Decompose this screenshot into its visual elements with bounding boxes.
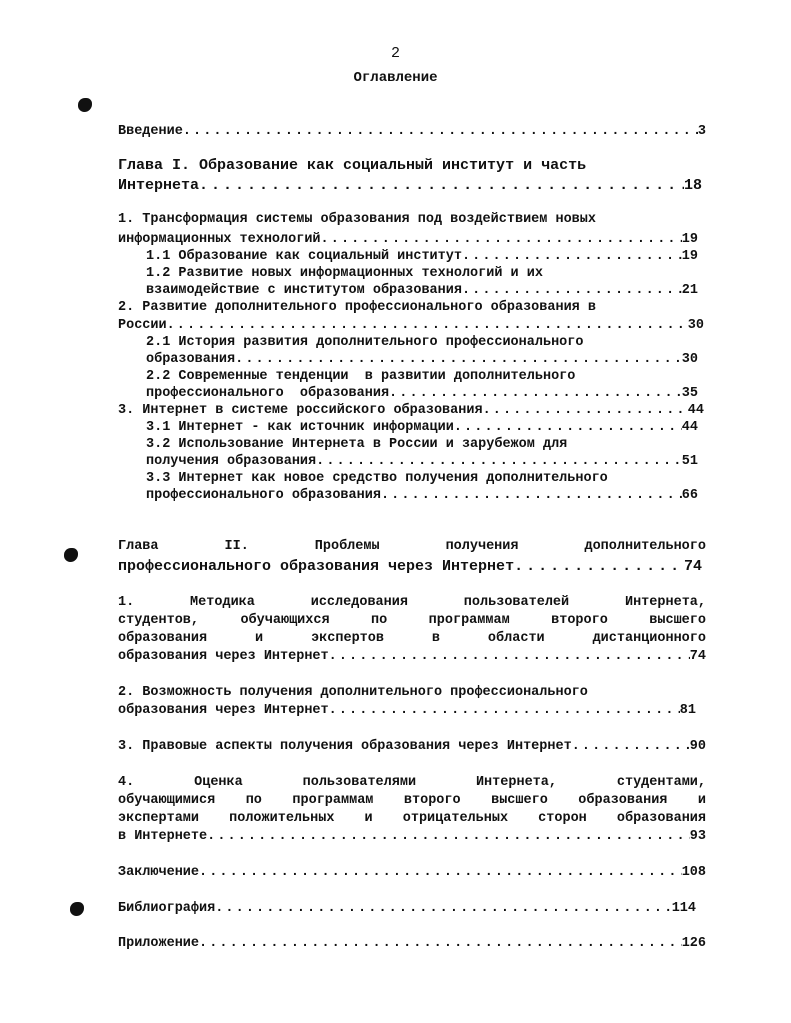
section-3-3-line1[interactable]: 3.3 Интернет как новое средство получения дополнительного [146, 471, 608, 486]
toc-entry-section-2[interactable] [118, 317, 704, 334]
toc-entry-page: 108 [681, 865, 706, 880]
toc-entry-section-1-1[interactable] [146, 248, 698, 265]
scan-blot [64, 548, 78, 562]
toc-entry-page: 74 [683, 558, 702, 575]
toc-entry-page: 19 [681, 249, 698, 264]
leader-dots [454, 419, 682, 436]
toc-entry-label: образования [146, 352, 236, 367]
section-1-line1[interactable]: 1. Трансформация системы образования под воздействием новых [118, 212, 596, 227]
ch2-section-2-line1[interactable]: 2. Возможность получения дополнительного профессионального [118, 685, 588, 700]
toc-entry-label: Библиография [118, 901, 216, 916]
toc-entry-page: 74 [689, 649, 706, 664]
leader-dots [514, 558, 684, 575]
toc-entry-ch2-section-1[interactable] [118, 648, 706, 665]
toc-entry-label: Интернета [118, 177, 200, 194]
toc-entry-label: Введение [118, 124, 183, 139]
leader-dots [167, 317, 688, 334]
toc-entry-section-2-1[interactable] [146, 351, 698, 368]
toc-entry-label: Заключение [118, 865, 200, 880]
scan-blot [70, 902, 84, 916]
toc-entry-bibliography[interactable] [118, 900, 696, 917]
section-3-2-line1[interactable]: 3.2 Использование Интернета в России и зарубежом для [146, 437, 568, 452]
leader-dots [199, 177, 684, 194]
leader-dots [316, 453, 682, 470]
leader-dots [199, 935, 682, 952]
toc-entry-label: 3. Правовые аспекты получения образования через Интернет [118, 739, 572, 754]
toc-entry-page: 19 [681, 232, 698, 247]
leader-dots [483, 402, 688, 419]
toc-entry-page: 90 [689, 739, 706, 754]
leader-dots [321, 231, 682, 248]
chapter-1-title-line1[interactable]: Глава I. Образование как социальный институт и часть [118, 157, 587, 174]
page-number: 2 [390, 45, 400, 62]
toc-entry-label: 3.1 Интернет - как источник информации [146, 420, 454, 435]
toc-entry-ch2-section-2[interactable] [118, 702, 696, 719]
toc-entry-label: образования через Интернет [118, 649, 329, 664]
ch2-section-4-line2[interactable]: обучающимися по программам второго высшего образования и [118, 793, 706, 808]
toc-entry-page: 21 [681, 283, 698, 298]
toc-entry-chapter-2[interactable] [118, 558, 702, 575]
section-2-2-line1[interactable]: 2.2 Современные тенденции в развитии дополнительного [146, 369, 576, 384]
toc-entry-label: профессионального образования [146, 488, 381, 503]
leader-dots [329, 702, 680, 719]
scan-blot [78, 98, 92, 112]
toc-entry-page: 30 [681, 352, 698, 367]
leader-dots [381, 487, 682, 504]
toc-entry-section-1[interactable] [118, 231, 698, 248]
toc-entry-section-3[interactable] [118, 402, 704, 419]
toc-entry-page: 51 [681, 454, 698, 469]
leader-dots [199, 864, 682, 881]
leader-dots [235, 351, 682, 368]
leader-dots [215, 900, 671, 917]
toc-entry-page: 44 [687, 403, 704, 418]
toc-entry-label: информационных технологий [118, 232, 321, 247]
toc-entry-label: 1.1 Образование как социальный институт [146, 249, 462, 264]
toc-entry-section-3-3[interactable] [146, 487, 698, 504]
toc-entry-appendix[interactable] [118, 935, 706, 952]
leader-dots [462, 248, 682, 265]
toc-entry-intro[interactable] [118, 123, 706, 140]
toc-entry-page: 81 [679, 703, 696, 718]
chapter-2-title-line1[interactable]: Глава II. Проблемы получения дополнительного [118, 539, 706, 554]
toc-entry-page: 66 [681, 488, 698, 503]
toc-entry-label: профессионального образования [146, 386, 390, 401]
toc-entry-section-2-2[interactable] [146, 385, 698, 402]
leader-dots [329, 648, 690, 665]
toc-entry-page: 35 [681, 386, 698, 401]
toc-entry-ch2-section-3[interactable] [118, 738, 706, 755]
toc-entry-section-3-2[interactable] [146, 453, 698, 470]
toc-entry-ch2-section-4[interactable] [118, 828, 706, 845]
section-2-line1[interactable]: 2. Развитие дополнительного профессионального образования в [118, 300, 596, 315]
ch2-section-1-line1[interactable]: 1. Методика исследования пользователей Интернета, [118, 595, 706, 610]
ch2-section-4-line3[interactable]: экспертами положительных и отрицательных сторон образования [118, 811, 706, 826]
leader-dots [183, 123, 698, 140]
toc-entry-page: 126 [681, 936, 706, 951]
toc-entry-page: 114 [671, 901, 696, 916]
toc-entry-page: 3 [697, 124, 706, 139]
toc-entry-section-1-2[interactable] [146, 282, 698, 299]
toc-entry-label: России [118, 318, 167, 333]
toc-entry-page: 18 [683, 177, 702, 194]
leader-dots [572, 738, 690, 755]
toc-entry-label: в Интернете [118, 829, 208, 844]
section-2-1-line1[interactable]: 2.1 История развития дополнительного профессионального [146, 335, 584, 350]
toc-entry-page: 44 [681, 420, 698, 435]
toc-entry-label: 3. Интернет в системе российского образования [118, 403, 483, 418]
toc-entry-label: профессионального образования через Интернет [118, 558, 515, 575]
toc-entry-section-3-1[interactable] [146, 419, 698, 436]
leader-dots [389, 385, 682, 402]
toc-title: Оглавление [353, 70, 438, 86]
toc-entry-label: получения образования [146, 454, 317, 469]
toc-entry-page: 30 [687, 318, 704, 333]
section-1-2-line1[interactable]: 1.2 Развитие новых информационных технологий и их [146, 266, 543, 281]
leader-dots [462, 282, 682, 299]
toc-entry-page: 93 [689, 829, 706, 844]
leader-dots [207, 828, 690, 845]
ch2-section-1-line3[interactable]: образования и экспертов в области дистанционного [118, 631, 706, 646]
toc-entry-label: образования через Интернет [118, 703, 329, 718]
toc-entry-conclusion[interactable] [118, 864, 706, 881]
ch2-section-4-line1[interactable]: 4. Оценка пользователями Интернета, студентами, [118, 775, 706, 790]
toc-entry-label: взаимодействие с институтом образования [146, 283, 462, 298]
toc-entry-chapter-1[interactable] [118, 177, 702, 194]
toc-entry-label: Приложение [118, 936, 200, 951]
ch2-section-1-line2[interactable]: студентов, обучающихся по программам второго высшего [118, 613, 706, 628]
